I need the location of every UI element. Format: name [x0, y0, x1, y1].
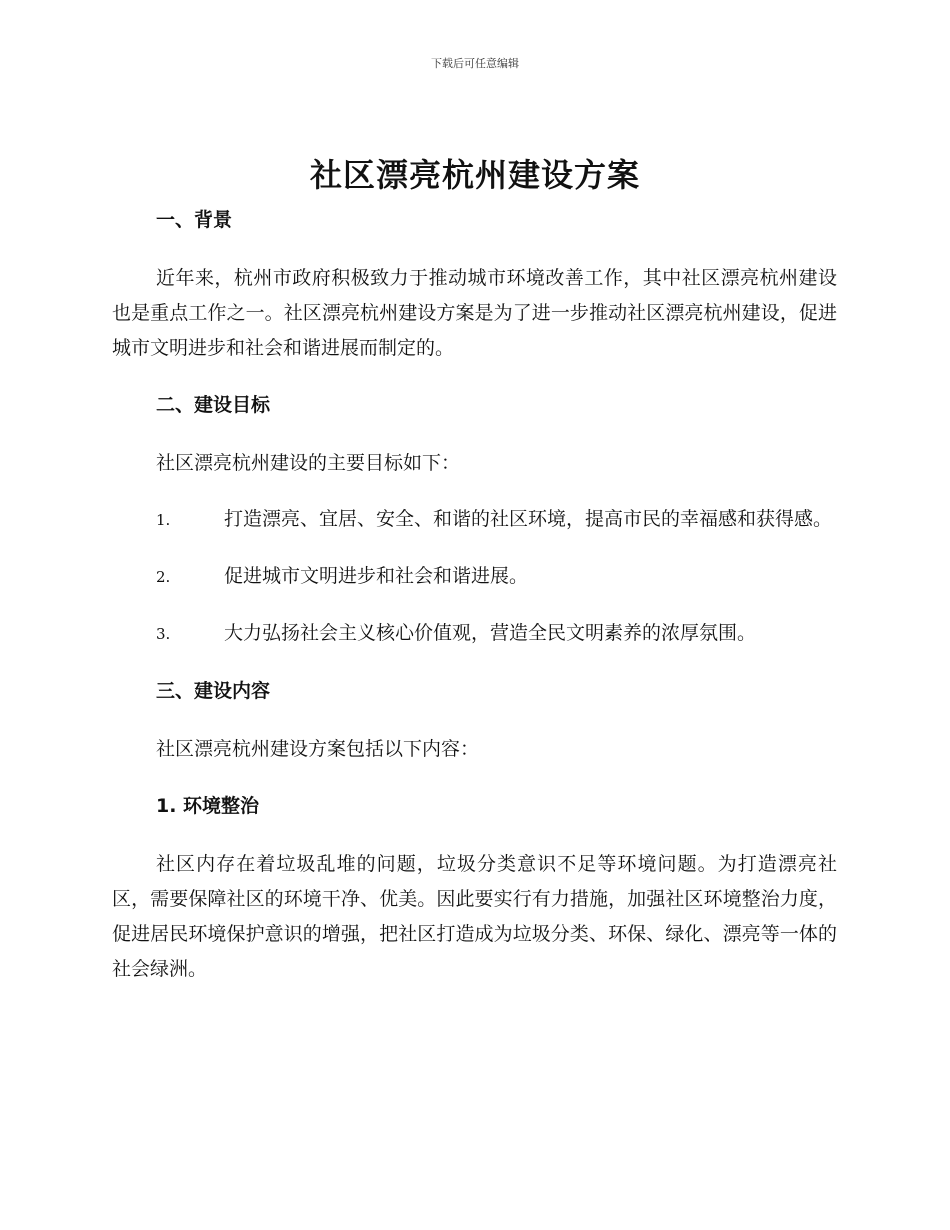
- document-body: [112, 200, 837, 987]
- goals-intro: 社区漂亮杭州建设的主要目标如下：: [156, 452, 461, 474]
- environment-paragraph: 社区内存在着垃圾乱堆的问题，垃圾分类意识不足等环境问题。为打造漂亮社区，需要保障社区的环境干净、优美。因此要实行有力措施，加强社区环境整治力度，促进居民环境保护意识的增强，把社区打造成为垃圾分类、环保、绿化、漂亮等一体的社会绿洲。: [112, 853, 837, 980]
- goal-item-text: 打造漂亮、宜居、安全、和谐的社区环境，提高市民的幸福感和获得感。: [224, 508, 833, 530]
- goal-item: [112, 616, 837, 652]
- goal-item: [112, 559, 837, 595]
- goal-item-number: 1.: [156, 511, 171, 529]
- document-title: 社区漂亮杭州建设方案: [309, 156, 640, 194]
- header-note: 下载后可任意编辑: [431, 57, 519, 70]
- section-heading-background: 一、背景: [156, 209, 233, 231]
- background-paragraph: 近年来，杭州市政府积极致力于推动城市环境改善工作，其中社区漂亮杭州建设也是重点工作之一。社区漂亮杭州建设方案是为了进一步推动社区漂亮杭州建设，促进城市文明进步和社会和谐进展而制定的。: [112, 267, 837, 359]
- goal-item-text: 大力弘扬社会主义核心价值观，营造全民文明素养的浓厚氛围。: [224, 622, 757, 644]
- goal-item: [112, 502, 837, 538]
- goal-item-text: 促进城市文明进步和社会和谐进展。: [224, 565, 529, 587]
- section-heading-goals: 二、建设目标: [156, 394, 271, 416]
- goal-item-number: 2.: [156, 568, 171, 586]
- section-heading-content: 三、建设内容: [156, 680, 271, 702]
- goal-item-number: 3.: [156, 625, 171, 643]
- subsection-heading-environment: 1. 环境整治: [156, 795, 260, 817]
- content-intro: 社区漂亮杭州建设方案包括以下内容：: [156, 738, 480, 760]
